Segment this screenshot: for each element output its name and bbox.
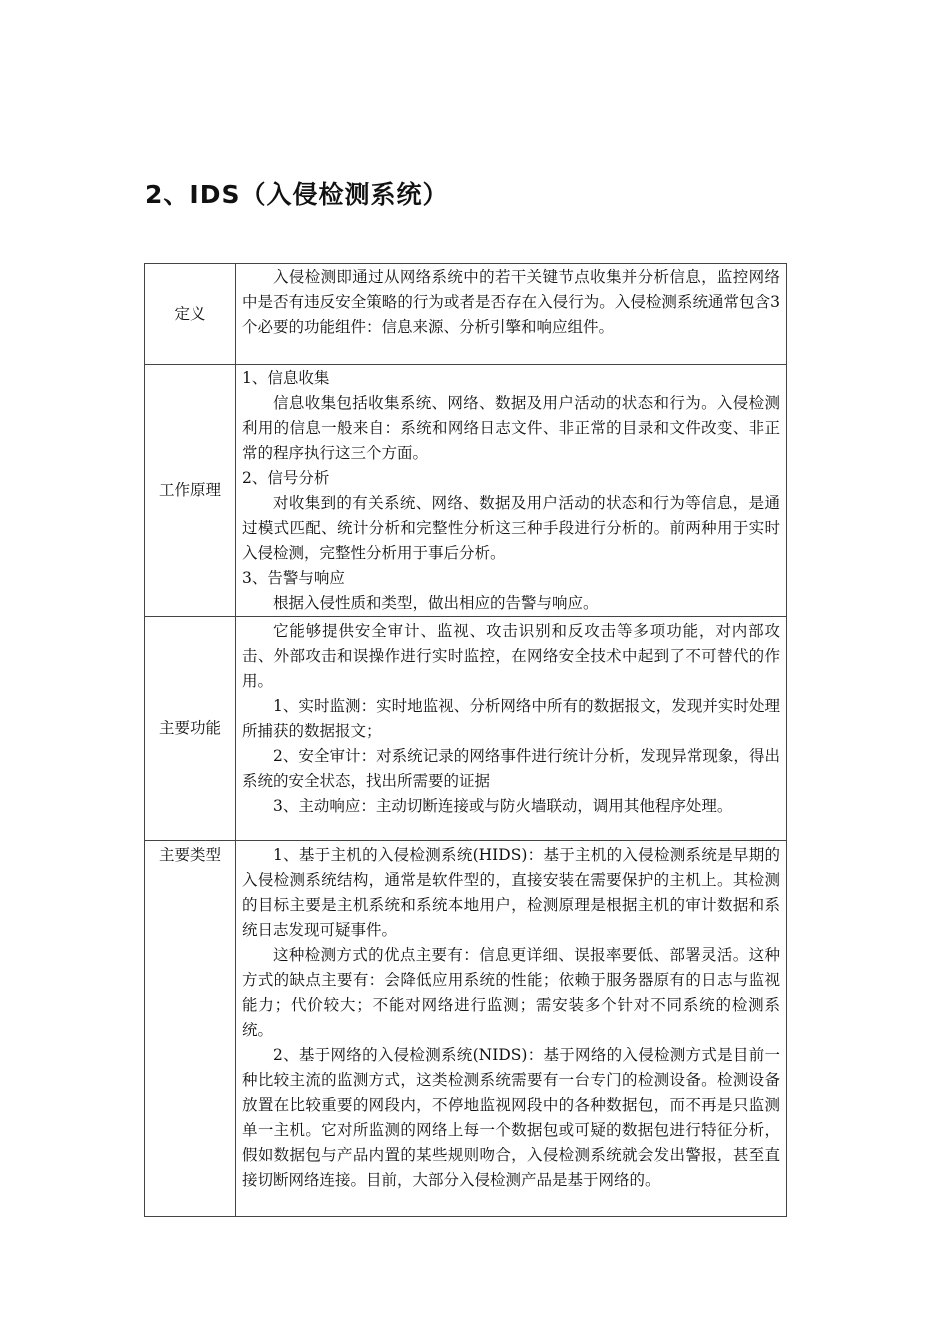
principle-paragraph-2: 对收集到的有关系统、网络、数据及用户活动的状态和行为等信息，是通过模式匹配、统计分析和完整性分析这三种手段进行分析的。前两种用于实时入侵检测，完整性分析用于事后分析。	[242, 494, 780, 562]
row-label-definition: 定义	[145, 264, 236, 365]
functions-paragraph-2: 1、实时监测：实时地监视、分析网络中所有的数据报文，发现并实时处理所捕获的数据报文；	[242, 697, 780, 740]
types-content	[236, 841, 787, 1217]
principle-heading-3: 3、告警与响应	[242, 569, 345, 587]
functions-paragraph-4: 3、主动响应：主动切断连接或与防火墙联动，调用其他程序处理。	[273, 797, 733, 815]
table-row-principle	[145, 365, 787, 617]
row-label-functions: 主要功能	[145, 617, 236, 841]
table-row-types	[145, 841, 787, 1217]
principle-heading-2: 2、信号分析	[242, 469, 330, 487]
functions-content	[236, 617, 787, 841]
definition-content	[236, 264, 787, 365]
principle-paragraph-3: 根据入侵性质和类型，做出相应的告警与响应。	[273, 594, 599, 612]
principle-heading-1: 1、信息收集	[242, 369, 330, 387]
ids-table	[144, 263, 787, 1217]
functions-paragraph-3: 2、安全审计：对系统记录的网络事件进行统计分析，发现异常现象，得出系统的安全状态，找出所需要的证据	[242, 747, 780, 790]
types-paragraph-1: 1、基于主机的入侵检测系统(HIDS)：基于主机的入侵检测系统是早期的入侵检测系统结构，通常是软件型的，直接安装在需要保护的主机上。其检测的目标主要是主机系统和系统本地用户，检测原理是根据主机的审计数据和系统日志发现可疑事件。	[242, 846, 780, 939]
types-paragraph-3: 2、基于网络的入侵检测系统(NIDS)：基于网络的入侵检测方式是目前一种比较主流的监测方式，这类检测系统需要有一台专门的检测设备。检测设备放置在比较重要的网段内，不停地监视网段中的各种数据包，而不再是只监测单一主机。它对所监测的网络上每一个数据包或可疑的数据包进行特征分析，假如数据包与产品内置的某些规则吻合，入侵检测系统就会发出警报，甚至直接切断网络连接。目前，大部分入侵检测产品是基于网络的。	[242, 1046, 780, 1189]
page-title: 2、IDS（入侵检测系统）	[145, 180, 449, 209]
row-label-principle: 工作原理	[145, 365, 236, 617]
row-label-types: 主要类型	[145, 841, 236, 1217]
table-row-functions	[145, 617, 787, 841]
principle-content	[236, 365, 787, 617]
types-paragraph-2: 这种检测方式的优点主要有：信息更详细、误报率要低、部署灵活。这种方式的缺点主要有：会降低应用系统的性能；依赖于服务器原有的日志与监视能力；代价较大；不能对网络进行监测；需安装多个针对不同系统的检测系统。	[242, 946, 780, 1039]
principle-paragraph-1: 信息收集包括收集系统、网络、数据及用户活动的状态和行为。入侵检测利用的信息一般来自：系统和网络日志文件、非正常的目录和文件改变、非正常的程序执行这三个方面。	[242, 394, 780, 462]
table-row-definition	[145, 264, 787, 365]
definition-paragraph: 入侵检测即通过从网络系统中的若干关键节点收集并分析信息，监控网络中是否有违反安全策略的行为或者是否存在入侵行为。入侵检测系统通常包含3个必要的功能组件：信息来源、分析引擎和响应组件。	[242, 268, 780, 336]
functions-paragraph-1: 它能够提供安全审计、监视、攻击识别和反攻击等多项功能，对内部攻击、外部攻击和误操作进行实时监控，在网络安全技术中起到了不可替代的作用。	[242, 622, 780, 690]
